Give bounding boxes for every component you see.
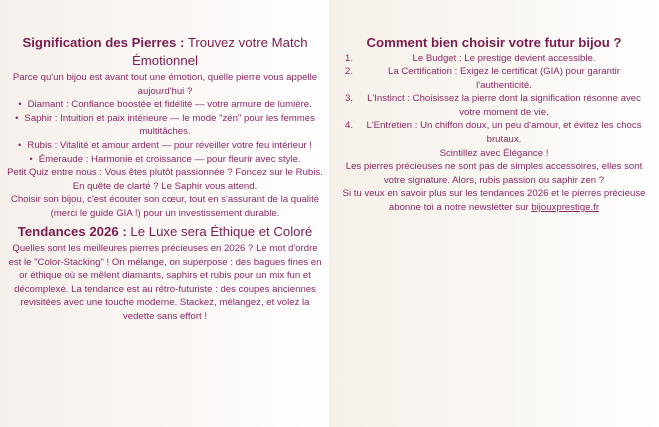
- title-rest: Le Luxe sera Éthique et Coloré: [126, 223, 313, 239]
- closing-text: Choisir son bijou, c'est écouter son cœur, tout en s'assurant de la qualité (merci le guide GIA !) pour un investissement durable.: [10, 194, 320, 219]
- bullet-icon: •: [18, 99, 22, 111]
- step-number: 1.: [345, 52, 354, 64]
- list-item-text: Diamant : Confiance boostée et fidélité — votre armure de lumière.: [27, 99, 312, 111]
- title-rest: Trouvez votre Match Émotionnel: [132, 35, 308, 68]
- step-number: 3.: [345, 93, 354, 105]
- title-bold: Tendances 2026 :: [17, 223, 127, 239]
- step-number: 2.: [345, 66, 354, 78]
- list-item: [6, 153, 324, 167]
- step-text: La Certification : Exigez le certificat (GIA) pour garantir l'authenticité.: [388, 66, 620, 91]
- newsletter-text: [335, 187, 653, 214]
- list-item: [6, 139, 324, 153]
- list-item: [345, 119, 649, 146]
- list-item: [345, 92, 649, 119]
- left-page: [0, 0, 329, 427]
- bullet-icon: •: [15, 112, 19, 124]
- left-column: [6, 34, 324, 324]
- list-item: [345, 65, 649, 92]
- title-bold: Signification des Pierres :: [22, 35, 185, 50]
- tagline: Scintillez avec Élégance !: [439, 147, 549, 159]
- steps-list: [335, 52, 653, 147]
- trends-text: Quelles sont les meilleures pierres précieuses en 2026 ? Le mot d'ordre est le "Color-Stacking" ! On mélange, on superpose : des bagues fines en or éthique où se mêlent diamants, saphirs et rubis pour un mix fun et décomplexé. La tendance est au rétro-futuriste : des coupes anciennes revisitées avec une touche moderne. Stackez, mélangez, et volez la vedette sans effort !: [8, 243, 322, 322]
- outro-text: Les pierres précieuses ne sont pas de simples accessoires, elles sont votre signature. Alors, rubis passion ou saphir zen ?: [345, 161, 643, 186]
- list-item: [6, 112, 324, 139]
- list-item-text: Saphir : Intuition et paix intérieure — le mode "zen" pour les femmes multitâches.: [24, 112, 315, 138]
- right-page: [329, 0, 659, 427]
- section-title-meaning: [6, 34, 324, 69]
- step-text: L'Instinct : Choisissez la pierre dont la signification résonne avec votre moment de vie.: [367, 93, 641, 118]
- stone-list: [6, 98, 324, 166]
- right-column: [335, 34, 653, 215]
- intro-text: Parce qu'un bijou est avant tout une émotion, quelle pierre vous appelle aujourd'hui ?: [12, 72, 318, 97]
- quiz-text: Petit Quiz entre nous : Vous êtes plutôt passionnée ? Foncez sur le Rubis. En quête de clarté ? Le Saphir vous attend.: [7, 167, 323, 192]
- list-item: [6, 98, 324, 112]
- bullet-icon: •: [29, 153, 33, 165]
- section-title-trends: [6, 223, 324, 241]
- list-item-text: Rubis : Vitalité et amour ardent — pour réveiller votre feu intérieur !: [27, 139, 312, 151]
- newsletter-link[interactable]: bijouxprestige.fr: [531, 202, 600, 214]
- list-item: [345, 52, 649, 66]
- step-text: L'Entretien : Un chiffon doux, un peu d'amour, et évitez les chocs brutaux.: [366, 120, 642, 146]
- title-bold: Comment bien choisir votre futur bijou ?: [366, 35, 622, 50]
- section-title-choose: [335, 34, 653, 52]
- bullet-icon: •: [18, 139, 22, 151]
- step-text: Le Budget : Le prestige devient accessible.: [412, 52, 596, 64]
- step-number: 4.: [345, 120, 354, 132]
- list-item-text: Émeraude : Harmonie et croissance — pour fleurir avec style.: [38, 153, 301, 165]
- newsletter-label: Si tu veux en savoir plus sur les tendances 2026 et le pierres précieuse abonne toi a notre newsletter sur: [342, 188, 646, 214]
